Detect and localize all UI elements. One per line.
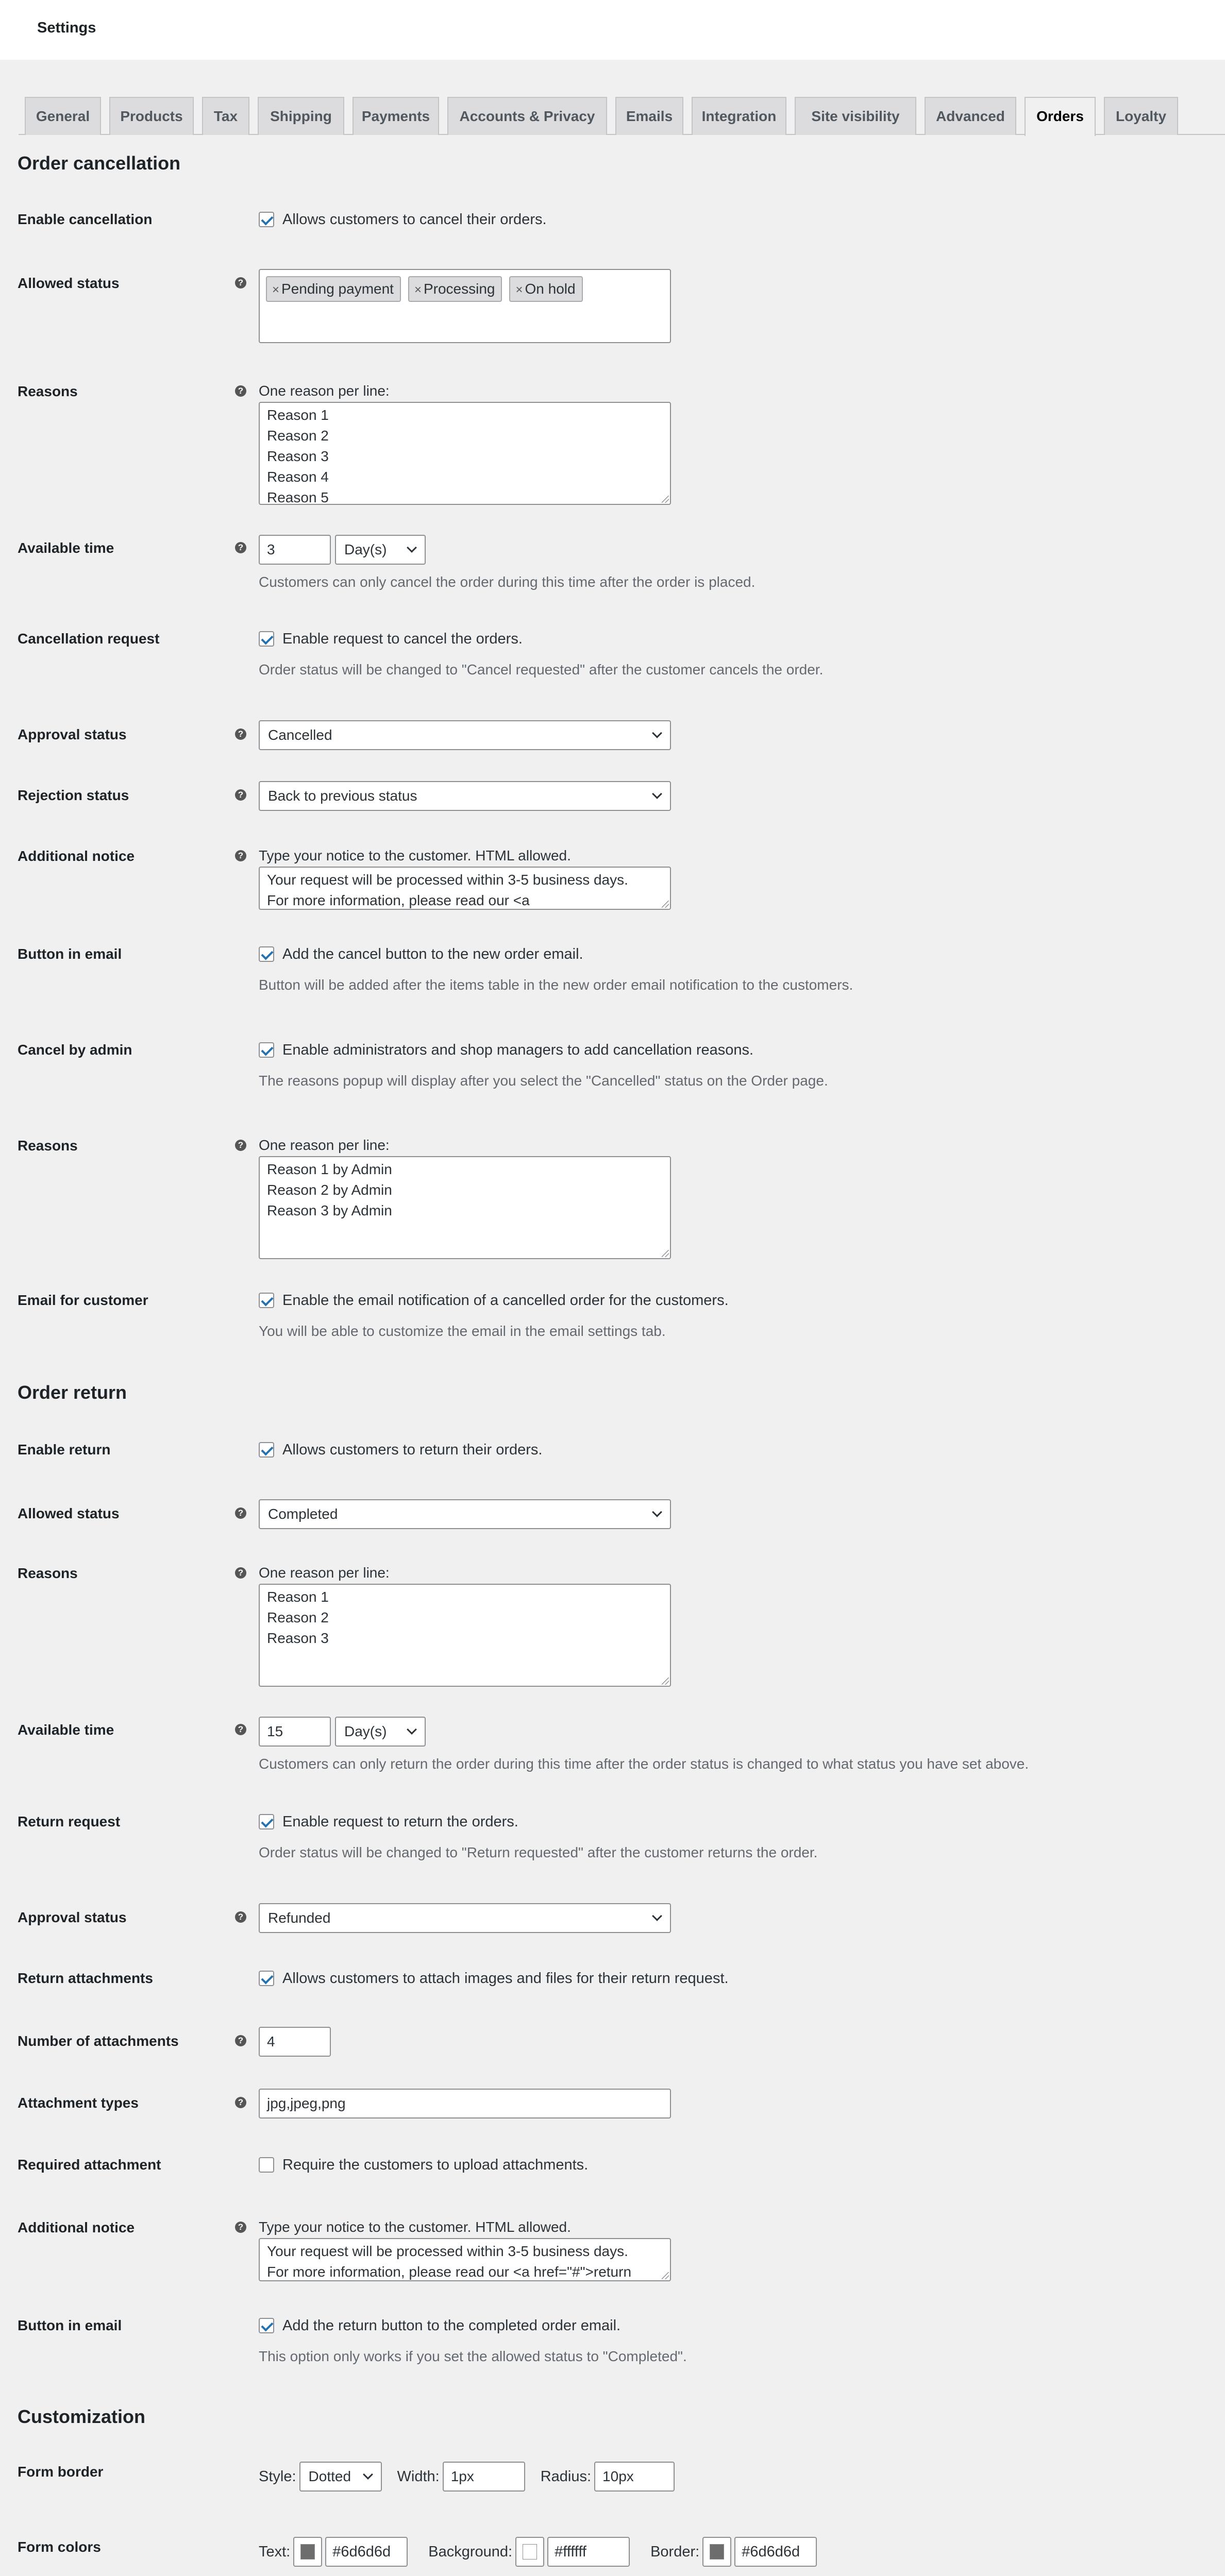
field-label: Reasons xyxy=(18,1138,78,1154)
field-label: Allowed status xyxy=(18,1505,120,1521)
field-hint: Type your notice to the customer. HTML allowed. xyxy=(259,848,571,863)
tab-orders[interactable]: Orders xyxy=(1025,97,1096,136)
resize-handle[interactable] xyxy=(662,1677,669,1685)
field-description: Order status will be changed to "Return requested" after the customer returns the order. xyxy=(259,1844,818,1860)
inline-label: Text: xyxy=(259,2543,291,2560)
field-description: Order status will be changed to "Cancel requested" after the customer cancels the order. xyxy=(259,662,824,677)
field-description: You will be able to customize the email in the email settings tab. xyxy=(259,1323,666,1339)
field-hint: Type your notice to the customer. HTML allowed. xyxy=(259,2219,571,2235)
field-label: Reasons xyxy=(18,383,78,399)
field-label: Form border xyxy=(18,2464,104,2480)
checkbox-label: Require the customers to upload attachments. xyxy=(282,2156,589,2173)
chevron-down-icon xyxy=(652,1507,662,1517)
tag-processing[interactable]: × Processing xyxy=(408,276,502,302)
border-radius-input[interactable]: 10px xyxy=(594,2462,675,2492)
number-attachments-input[interactable]: 4 xyxy=(259,2027,331,2057)
chevron-down-icon xyxy=(407,543,417,553)
inline-label: Border: xyxy=(650,2543,700,2560)
checkbox-label: Enable request to return the orders. xyxy=(282,1813,518,1830)
checkbox-label: Enable request to cancel the orders. xyxy=(282,630,523,647)
checkbox-label: Enable the email notification of a cancelled order for the customers. xyxy=(282,1292,729,1309)
cancel-time-unit-select[interactable]: Day(s) xyxy=(335,535,426,565)
help-icon[interactable]: ? xyxy=(235,1140,246,1151)
help-icon[interactable]: ? xyxy=(235,2035,246,2046)
section-order-cancellation: Order cancellation xyxy=(18,152,181,174)
field-label: Button in email xyxy=(18,2317,122,2333)
help-icon[interactable]: ? xyxy=(235,2222,246,2233)
field-label: Button in email xyxy=(18,946,122,962)
cancellation-reasons-textarea[interactable]: Reason 1 Reason 2 Reason 3 Reason 4 Reason 5 xyxy=(259,402,671,505)
field-label: Additional notice xyxy=(18,2219,135,2235)
border-color-swatch[interactable] xyxy=(702,2537,731,2567)
field-description: Customers can only cancel the order during this time after the order is placed. xyxy=(259,574,756,590)
border-color-input[interactable]: #6d6d6d xyxy=(734,2537,817,2567)
field-label: Available time xyxy=(18,540,114,556)
settings-tabs xyxy=(21,97,1204,135)
text-color-input[interactable]: #6d6d6d xyxy=(325,2537,408,2567)
allowed-status-multiselect[interactable] xyxy=(259,269,671,343)
return-notice-textarea[interactable]: Your request will be processed within 3-5 business days. For more information, please read our <a href="#">return xyxy=(259,2238,671,2281)
field-hint: One reason per line: xyxy=(259,383,390,399)
attachment-types-input[interactable]: jpg,jpeg,png xyxy=(259,2089,671,2119)
resize-handle[interactable] xyxy=(662,496,669,503)
cancel-button-email-checkbox[interactable] xyxy=(259,946,274,962)
remove-tag-icon[interactable]: × xyxy=(272,283,280,297)
enable-cancellation-checkbox[interactable] xyxy=(259,212,274,227)
tab-tax[interactable]: Tax xyxy=(202,97,249,135)
field-label: Enable return xyxy=(18,1442,111,1458)
cancel-time-input[interactable]: 3 xyxy=(259,535,331,565)
field-label: Number of attachments xyxy=(18,2033,179,2049)
chevron-down-icon xyxy=(652,1911,662,1921)
tag-pending-payment[interactable]: × Pending payment xyxy=(266,276,401,302)
field-label: Return attachments xyxy=(18,1970,153,1986)
help-icon[interactable]: ? xyxy=(235,2097,246,2108)
help-icon[interactable]: ? xyxy=(235,277,246,289)
field-label: Email for customer xyxy=(18,1292,148,1308)
return-attachments-checkbox[interactable] xyxy=(259,1971,274,1986)
field-description: Button will be added after the items table in the new order email notification to the customers. xyxy=(259,977,853,993)
field-label: Enable cancellation xyxy=(18,211,153,227)
top-bar xyxy=(0,0,1225,60)
help-icon[interactable]: ? xyxy=(235,789,246,801)
tab-shipping[interactable]: Shipping xyxy=(258,97,344,135)
cancel-notice-textarea[interactable]: Your request will be processed within 3-5 business days. For more information, please read our <a xyxy=(259,867,671,910)
field-label: Available time xyxy=(18,1722,114,1738)
chevron-down-icon xyxy=(363,2469,373,2480)
checkbox-label: Allows customers to return their orders. xyxy=(282,1441,543,1458)
checkbox-label: Allows customers to attach images and files for their return request. xyxy=(282,1970,729,1987)
checkbox-label: Add the return button to the completed order email. xyxy=(282,2317,621,2334)
required-attachment-checkbox[interactable] xyxy=(259,2157,274,2173)
return-time-input[interactable]: 15 xyxy=(259,1717,331,1747)
field-label: Required attachment xyxy=(18,2157,161,2173)
field-label: Attachment types xyxy=(18,2095,139,2111)
chevron-down-icon xyxy=(407,1724,417,1735)
section-order-return: Order return xyxy=(18,1382,127,1403)
help-icon[interactable]: ? xyxy=(235,1911,246,1923)
field-label: Rejection status xyxy=(18,787,129,803)
inline-label: Background: xyxy=(428,2543,513,2560)
tab-general[interactable]: General xyxy=(25,97,101,135)
field-label: Additional notice xyxy=(18,848,135,864)
tab-payments[interactable]: Payments xyxy=(353,97,439,135)
field-label: Form colors xyxy=(18,2539,101,2555)
enable-return-checkbox[interactable] xyxy=(259,1442,274,1458)
background-color-input[interactable]: #ffffff xyxy=(547,2537,630,2567)
field-hint: One reason per line: xyxy=(259,1137,390,1153)
tab-advanced[interactable]: Advanced xyxy=(925,97,1016,135)
tag-on-hold[interactable]: × On hold xyxy=(509,276,582,302)
cancel-rejection-status-select[interactable]: Back to previous status xyxy=(259,781,671,811)
cancellation-request-checkbox[interactable] xyxy=(259,631,274,647)
field-label: Allowed status xyxy=(18,275,120,291)
tab-integration[interactable]: Integration xyxy=(692,97,786,135)
field-description: This option only works if you set the allowed status to "Completed". xyxy=(259,2348,687,2364)
resize-handle[interactable] xyxy=(662,901,669,908)
return-request-checkbox[interactable] xyxy=(259,1814,274,1829)
help-icon[interactable]: ? xyxy=(235,850,246,861)
return-allowed-status-select[interactable]: Completed xyxy=(259,1499,671,1529)
field-hint: One reason per line: xyxy=(259,1565,390,1581)
checkbox-label: Enable administrators and shop managers to add cancellation reasons. xyxy=(282,1041,754,1058)
field-label: Approval status xyxy=(18,1909,127,1925)
help-icon[interactable]: ? xyxy=(235,385,246,397)
help-icon[interactable]: ? xyxy=(235,728,246,740)
text-color-swatch[interactable] xyxy=(293,2537,322,2567)
field-label: Cancel by admin xyxy=(18,1042,132,1058)
chevron-down-icon xyxy=(652,789,662,799)
remove-tag-icon[interactable]: × xyxy=(515,283,523,297)
field-label: Approval status xyxy=(18,726,127,742)
help-icon[interactable]: ? xyxy=(235,1724,246,1735)
background-color-swatch[interactable] xyxy=(515,2537,544,2567)
field-label: Return request xyxy=(18,1814,121,1829)
cancel-by-admin-checkbox[interactable] xyxy=(259,1042,274,1058)
checkbox-label: Add the cancel button to the new order email. xyxy=(282,945,583,962)
border-style-select[interactable]: Dotted xyxy=(299,2462,382,2492)
tab-products[interactable]: Products xyxy=(109,97,194,135)
tab-emails[interactable]: Emails xyxy=(615,97,683,135)
field-description: The reasons popup will display after you select the "Cancelled" status on the Order page. xyxy=(259,1073,828,1089)
help-icon[interactable]: ? xyxy=(235,1507,246,1519)
page-title: Settings xyxy=(37,20,96,36)
tab-accounts-privacy[interactable]: Accounts & Privacy xyxy=(447,97,607,135)
inline-label: Radius: xyxy=(540,2468,592,2485)
section-customization: Customization xyxy=(18,2406,145,2427)
resize-handle[interactable] xyxy=(662,1250,669,1257)
admin-reasons-textarea[interactable]: Reason 1 by Admin Reason 2 by Admin Reason 3 by Admin xyxy=(259,1156,671,1259)
field-label: Cancellation request xyxy=(18,631,160,647)
help-icon[interactable]: ? xyxy=(235,1567,246,1579)
remove-tag-icon[interactable]: × xyxy=(414,283,422,297)
cancel-approval-status-select[interactable]: Cancelled xyxy=(259,720,671,750)
return-approval-status-select[interactable]: Refunded xyxy=(259,1903,671,1933)
inline-label: Style: xyxy=(259,2468,296,2485)
tab-site-visibility[interactable]: Site visibility xyxy=(795,97,916,135)
return-time-unit-select[interactable]: Day(s) xyxy=(335,1717,426,1747)
field-description: Customers can only return the order during this time after the order status is changed to what status you have set above. xyxy=(259,1756,1029,1772)
checkbox-label: Allows customers to cancel their orders. xyxy=(282,211,547,228)
return-button-email-checkbox[interactable] xyxy=(259,2318,274,2333)
return-reasons-textarea[interactable]: Reason 1 Reason 2 Reason 3 xyxy=(259,1584,671,1687)
tab-loyalty[interactable]: Loyalty xyxy=(1104,97,1178,135)
resize-handle[interactable] xyxy=(662,2272,669,2279)
help-icon[interactable]: ? xyxy=(235,542,246,553)
inline-label: Width: xyxy=(397,2468,440,2485)
chevron-down-icon xyxy=(652,728,662,738)
email-customer-checkbox[interactable] xyxy=(259,1293,274,1308)
field-label: Reasons xyxy=(18,1565,78,1581)
border-width-input[interactable]: 1px xyxy=(443,2462,525,2492)
